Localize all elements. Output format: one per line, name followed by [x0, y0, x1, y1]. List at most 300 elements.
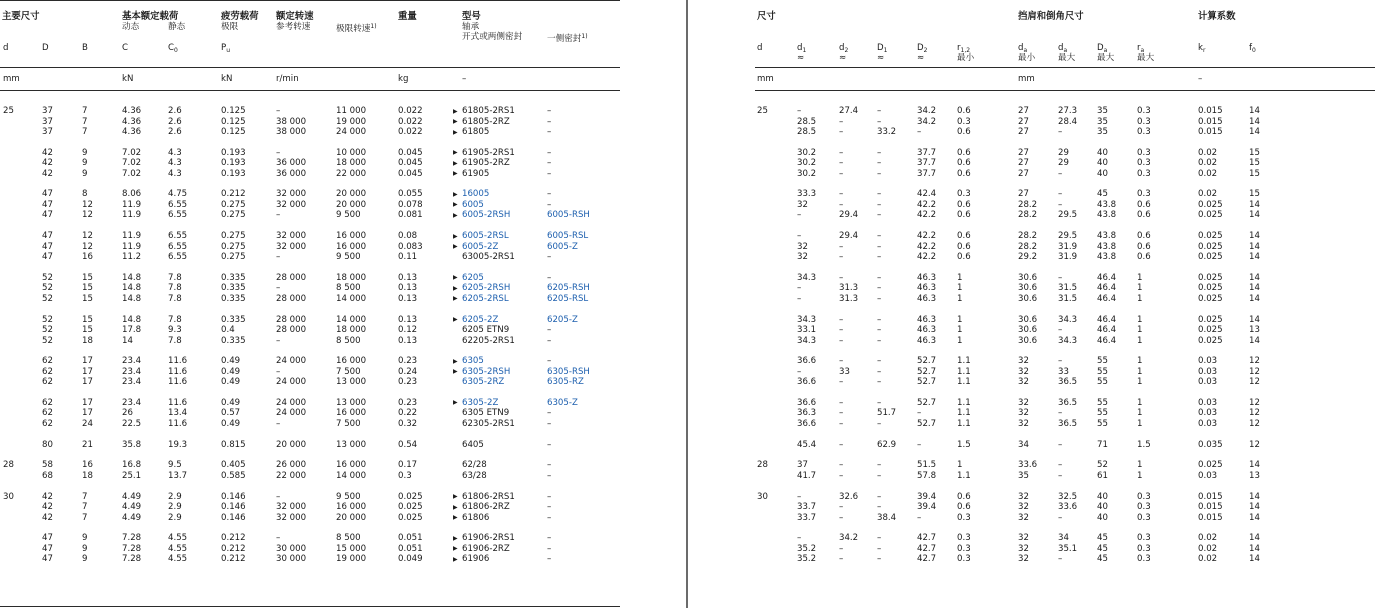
designation-one-side: –	[547, 460, 552, 471]
ra-max: 0.6	[1137, 199, 1151, 210]
D1: –	[877, 325, 882, 335]
static-load: 4.55	[168, 554, 188, 565]
units-rule	[0, 90, 620, 91]
reference-speed: –	[276, 418, 281, 429]
r12: 0.6	[957, 502, 971, 512]
limiting-speed: 15 000	[336, 543, 367, 554]
designation-one-side: 6205-RSH	[547, 283, 590, 294]
da-min: 30.6	[1018, 335, 1038, 346]
ra-max: 1	[1137, 314, 1143, 325]
f0: 14	[1249, 199, 1260, 210]
da-max: 32.5	[1058, 491, 1078, 502]
da-min: 32	[1018, 502, 1029, 512]
r12: 0.6	[957, 168, 971, 179]
designation-one-side: 6005-Z	[547, 241, 578, 252]
D2: 42.7	[917, 554, 937, 565]
Da-max: 45	[1097, 533, 1108, 544]
designation-one-side: –	[547, 418, 552, 429]
mass: 0.045	[398, 147, 423, 158]
limiting-speed: 14 000	[336, 293, 367, 304]
da-min: 32	[1018, 543, 1029, 554]
limiting-speed: 9 500	[336, 210, 361, 221]
designation: 61806-2RZ	[462, 502, 510, 512]
Da-max: 55	[1097, 366, 1108, 377]
d1: –	[797, 106, 802, 116]
D1: –	[877, 168, 882, 179]
ra-max: 1	[1137, 377, 1143, 388]
da-max: 29	[1058, 147, 1069, 158]
outer-diameter: 52	[42, 314, 53, 325]
D2: 52.7	[917, 356, 937, 367]
outer-diameter: 47	[42, 241, 53, 252]
static-load: 13.4	[168, 408, 188, 419]
D2: 39.4	[917, 502, 937, 512]
width: 9	[82, 147, 88, 158]
d1: 41.7	[797, 470, 817, 481]
fatigue-limit: 0.405	[221, 460, 246, 471]
D2: 34.2	[917, 116, 937, 127]
width: 15	[82, 283, 93, 294]
limiting-speed: 13 000	[336, 397, 367, 408]
da-min: 32	[1018, 356, 1029, 367]
designation-one-side: –	[547, 127, 552, 137]
width: 7	[82, 106, 88, 116]
d1: 30.2	[797, 158, 817, 169]
ra-max: 0.3	[1137, 106, 1151, 116]
triangle-right-icon: ▶	[453, 503, 458, 511]
bottom-rule	[0, 606, 620, 607]
speed-heading: 额定转速	[276, 11, 314, 22]
ra-max: 0.3	[1137, 189, 1151, 200]
dynamic-load: 4.49	[122, 502, 142, 512]
kr: 0.03	[1198, 418, 1218, 429]
da-max: –	[1058, 439, 1063, 450]
d2: –	[839, 158, 844, 169]
kr: 0.025	[1198, 199, 1223, 210]
width: 17	[82, 397, 93, 408]
width: 7	[82, 491, 88, 502]
r12: 1.1	[957, 397, 971, 408]
outer-diameter: 47	[42, 533, 53, 544]
limiting-speed: 22 000	[336, 168, 367, 179]
outer-diameter: 47	[42, 543, 53, 554]
r12-min-label: 最小	[957, 53, 975, 63]
sym-8: $D_a$	[1097, 43, 1108, 54]
d1: 36.3	[797, 408, 817, 419]
d1: 34.3	[797, 314, 817, 325]
limiting-speed: 18 000	[336, 325, 367, 335]
limiting-speed: 13 000	[336, 439, 367, 450]
D1: –	[877, 491, 882, 502]
d2: –	[839, 554, 844, 565]
d2: –	[839, 116, 844, 127]
unit-rpm: r/min	[276, 74, 299, 84]
reference-speed: –	[276, 106, 281, 116]
outer-diameter: 37	[42, 116, 53, 127]
reference-speed: 24 000	[276, 397, 307, 408]
reference-speed: –	[276, 147, 281, 158]
limiting-speed: 16 000	[336, 231, 367, 242]
f0: 13	[1249, 325, 1260, 335]
designation: 62/28	[462, 460, 487, 471]
outer-diameter: 37	[42, 106, 53, 116]
D2: 46.3	[917, 335, 937, 346]
reference-speed: 28 000	[276, 272, 307, 283]
triangle-right-icon: ▶	[453, 232, 458, 240]
limiting-speed: 8 500	[336, 283, 361, 294]
designation: 61905	[462, 168, 490, 179]
designation-one-side: –	[547, 168, 552, 179]
fatigue-limit: 0.146	[221, 512, 246, 523]
da-max: –	[1058, 460, 1063, 471]
sym-1: $d_1$	[797, 43, 807, 54]
width: 15	[82, 272, 93, 283]
dynamic-load: 11.9	[122, 210, 142, 221]
designation: 6305 ETN9	[462, 408, 510, 419]
mass: 0.08	[398, 231, 418, 242]
D1: –	[877, 106, 882, 116]
designation: 6205-2RSH	[462, 283, 511, 294]
dynamic-load: 4.49	[122, 491, 142, 502]
outer-diameter: 62	[42, 418, 53, 429]
da-max: 36.5	[1058, 397, 1078, 408]
width: 15	[82, 293, 93, 304]
triangle-right-icon: ▶	[453, 243, 458, 251]
kr: 0.02	[1198, 554, 1218, 565]
width: 7	[82, 127, 88, 137]
bore-diameter: 25	[3, 106, 14, 116]
f0: 14	[1249, 231, 1260, 242]
static-load: 6.55	[168, 252, 188, 263]
D2: 46.3	[917, 293, 937, 304]
designation-one-side: 6305-Z	[547, 397, 578, 408]
D2: 37.7	[917, 147, 937, 158]
kr: 0.025	[1198, 283, 1223, 294]
da-min: 27	[1018, 106, 1029, 116]
ra-max: 1	[1137, 366, 1143, 377]
designation: 61905-2RS1	[462, 147, 515, 158]
sym-d: d	[3, 43, 9, 53]
r12: 1.1	[957, 366, 971, 377]
width: 17	[82, 408, 93, 419]
f0: 12	[1249, 408, 1260, 419]
da-max: –	[1058, 408, 1063, 419]
dynamic-load: 25.1	[122, 470, 142, 481]
r12: 1.1	[957, 408, 971, 419]
D1: –	[877, 158, 882, 169]
dynamic-load: 23.4	[122, 356, 142, 367]
outer-diameter: 62	[42, 408, 53, 419]
D1: –	[877, 241, 882, 252]
ra-max: 1	[1137, 408, 1143, 419]
D2: –	[917, 127, 922, 137]
designation-one-side: –	[547, 199, 552, 210]
D2: 42.7	[917, 543, 937, 554]
Da-max: 35	[1097, 127, 1108, 137]
d2: –	[839, 543, 844, 554]
d2: –	[839, 397, 844, 408]
load-static-label: 静态	[168, 22, 186, 32]
da-min: 32	[1018, 512, 1029, 523]
triangle-right-icon: ▶	[453, 149, 458, 157]
unit-kn-fatigue: kN	[221, 74, 233, 84]
static-load: 6.55	[168, 210, 188, 221]
D2: 42.2	[917, 241, 937, 252]
outer-diameter: 62	[42, 366, 53, 377]
d1: 36.6	[797, 356, 817, 367]
D1: –	[877, 314, 882, 325]
da-min: 35	[1018, 470, 1029, 481]
d2: –	[839, 199, 844, 210]
right-header-rule	[755, 67, 1375, 68]
fatigue-limit: 0.275	[221, 241, 246, 252]
da-max: –	[1058, 325, 1063, 335]
right-unit-mm: mm	[757, 74, 774, 84]
limiting-speed: 16 000	[336, 502, 367, 512]
width: 7	[82, 502, 88, 512]
d2: –	[839, 470, 844, 481]
d2: –	[839, 314, 844, 325]
fatigue-limit: 0.212	[221, 533, 246, 544]
da-max: –	[1058, 199, 1063, 210]
D1: –	[877, 377, 882, 388]
D1: 33.2	[877, 127, 897, 137]
fatigue-heading: 疲劳载荷	[221, 11, 259, 22]
designation: 61806	[462, 512, 490, 523]
reference-speed: 36 000	[276, 168, 307, 179]
fatigue-limit: 0.275	[221, 199, 246, 210]
r12: 0.6	[957, 158, 971, 169]
D2: 42.2	[917, 210, 937, 221]
designation: 62205-2RS1	[462, 335, 515, 346]
triangle-right-icon: ▶	[453, 357, 458, 365]
f0: 13	[1249, 470, 1260, 481]
limiting-speed: 9 500	[336, 491, 361, 502]
da-min: 27	[1018, 147, 1029, 158]
approx-mark: ≈	[917, 53, 925, 63]
limiting-speed: 20 000	[336, 512, 367, 523]
d1: 28.5	[797, 127, 817, 137]
D2: 51.5	[917, 460, 937, 471]
designation: 61805	[462, 127, 490, 137]
designation-open: 开式或两侧密封	[462, 32, 523, 42]
D1: –	[877, 356, 882, 367]
fatigue-limit: 0.335	[221, 314, 246, 325]
Da-max: 43.8	[1097, 241, 1117, 252]
f0: 14	[1249, 543, 1260, 554]
D1: –	[877, 502, 882, 512]
d2: 31.3	[839, 283, 859, 294]
d1: 33.3	[797, 189, 817, 200]
fatigue-limit: 0.193	[221, 168, 246, 179]
Da-max: 45	[1097, 554, 1108, 565]
static-load: 11.6	[168, 377, 188, 388]
static-load: 6.55	[168, 199, 188, 210]
kr: 0.035	[1198, 439, 1223, 450]
mass: 0.025	[398, 491, 423, 502]
f0: 12	[1249, 397, 1260, 408]
dynamic-load: 11.9	[122, 241, 142, 252]
D1: –	[877, 272, 882, 283]
r12: 0.6	[957, 106, 971, 116]
r12: 0.6	[957, 199, 971, 210]
mass: 0.12	[398, 325, 418, 335]
width: 15	[82, 325, 93, 335]
d2: –	[839, 147, 844, 158]
kr: 0.02	[1198, 189, 1218, 200]
reference-speed: 20 000	[276, 439, 307, 450]
D1: –	[877, 397, 882, 408]
D1: –	[877, 210, 882, 221]
dynamic-load: 7.28	[122, 533, 142, 544]
designation: 6305-2RZ	[462, 377, 505, 388]
Da-max: 55	[1097, 418, 1108, 429]
mass: 0.022	[398, 127, 423, 137]
f0: 12	[1249, 366, 1260, 377]
fatigue-limit: 0.193	[221, 147, 246, 158]
f0: 14	[1249, 293, 1260, 304]
dynamic-load: 4.36	[122, 116, 142, 127]
limiting-speed: 20 000	[336, 189, 367, 200]
kr: 0.015	[1198, 116, 1223, 127]
r12: 1.5	[957, 439, 971, 450]
da-min: 28.2	[1018, 210, 1038, 221]
da-max: 31.9	[1058, 252, 1078, 263]
fatigue-limit: 0.585	[221, 470, 246, 481]
ra-max: 1	[1137, 293, 1143, 304]
da-max: 33	[1058, 366, 1069, 377]
outer-diameter: 47	[42, 189, 53, 200]
right-unit-dash: –	[1198, 74, 1203, 84]
designation: 6205-2Z	[462, 314, 499, 325]
fatigue-limit: 0.335	[221, 335, 246, 346]
ra-max: 0.3	[1137, 147, 1151, 158]
fatigue-limit: 0.57	[221, 408, 241, 419]
triangle-right-icon: ▶	[453, 159, 458, 167]
outer-diameter: 62	[42, 356, 53, 367]
unit-kg: kg	[398, 74, 409, 84]
outer-diameter: 52	[42, 283, 53, 294]
limiting-speed: 9 500	[336, 252, 361, 263]
designation-one-side: 6305-RZ	[547, 377, 584, 388]
designation: 61805-2RZ	[462, 116, 510, 127]
da-max: 28.4	[1058, 116, 1078, 127]
designation: 6005-2RSL	[462, 231, 509, 242]
outer-diameter: 42	[42, 158, 53, 169]
da-max: –	[1058, 189, 1063, 200]
mass: 0.022	[398, 106, 423, 116]
outer-diameter: 52	[42, 272, 53, 283]
dynamic-load: 8.06	[122, 189, 142, 200]
limiting-speed: 13 000	[336, 377, 367, 388]
width: 15	[82, 314, 93, 325]
kr: 0.025	[1198, 325, 1223, 335]
D2: 46.3	[917, 325, 937, 335]
da-min: 30.6	[1018, 314, 1038, 325]
sym-5: $r_{1,2}$	[957, 43, 971, 54]
width: 8	[82, 189, 88, 200]
dynamic-load: 11.9	[122, 231, 142, 242]
Da-max: 40	[1097, 512, 1108, 523]
da-max: 31.5	[1058, 293, 1078, 304]
f0: 15	[1249, 189, 1260, 200]
designation-one-side: –	[547, 491, 552, 502]
d2: 29.4	[839, 231, 859, 242]
designation: 61905-2RZ	[462, 158, 510, 169]
limiting-speed: 10 000	[336, 147, 367, 158]
da-min: 30.6	[1018, 293, 1038, 304]
mass: 0.083	[398, 241, 423, 252]
Da-max: 46.4	[1097, 314, 1117, 325]
d1: 28.5	[797, 116, 817, 127]
da-max: 31.9	[1058, 241, 1078, 252]
limiting-speed: 7 500	[336, 366, 361, 377]
d1: 36.6	[797, 397, 817, 408]
dynamic-load: 11.9	[122, 199, 142, 210]
kr: 0.03	[1198, 397, 1218, 408]
triangle-right-icon: ▶	[453, 128, 458, 136]
mass: 0.22	[398, 408, 418, 419]
Da-max: 46.4	[1097, 325, 1117, 335]
static-load: 2.6	[168, 127, 182, 137]
r12: 0.3	[957, 512, 971, 523]
da-max: 29	[1058, 158, 1069, 169]
fatigue-limit: 0.335	[221, 272, 246, 283]
triangle-right-icon: ▶	[453, 190, 458, 198]
fatigue-limit: 0.193	[221, 158, 246, 169]
fatigue-limit: 0.212	[221, 189, 246, 200]
limiting-speed: 19 000	[336, 554, 367, 565]
Da-max: 40	[1097, 147, 1108, 158]
outer-diameter: 47	[42, 554, 53, 565]
fatigue-sub: 极限	[221, 22, 239, 32]
outer-diameter: 62	[42, 377, 53, 388]
da-min: 27	[1018, 158, 1029, 169]
mass: 0.13	[398, 293, 418, 304]
triangle-right-icon: ▶	[453, 399, 458, 407]
da-min: 27	[1018, 189, 1029, 200]
dynamic-load: 7.28	[122, 543, 142, 554]
D2: 34.2	[917, 106, 937, 116]
kr: 0.025	[1198, 314, 1223, 325]
reference-speed: 28 000	[276, 314, 307, 325]
r12: 1	[957, 293, 963, 304]
speed-ref-label: 参考转速	[276, 22, 311, 32]
dynamic-load: 14.8	[122, 293, 142, 304]
da-min: 27	[1018, 168, 1029, 179]
static-load: 4.3	[168, 158, 182, 169]
d1: –	[797, 231, 802, 242]
approx-mark: ≈	[797, 53, 805, 63]
reference-speed: 28 000	[276, 293, 307, 304]
width: 24	[82, 418, 93, 429]
ra-max: 1.5	[1137, 439, 1151, 450]
triangle-right-icon: ▶	[453, 284, 458, 292]
static-load: 19.3	[168, 439, 188, 450]
Da-max: 35	[1097, 106, 1108, 116]
da-min: 32	[1018, 491, 1029, 502]
reference-speed: –	[276, 491, 281, 502]
da-min: 28.2	[1018, 231, 1038, 242]
r12: 0.6	[957, 252, 971, 263]
da-min: 30.6	[1018, 283, 1038, 294]
approx-mark: ≈	[839, 53, 847, 63]
outer-diameter: 47	[42, 199, 53, 210]
r12: 1.1	[957, 418, 971, 429]
static-load: 7.8	[168, 293, 182, 304]
d1: 32	[797, 252, 808, 263]
mass: 0.13	[398, 314, 418, 325]
